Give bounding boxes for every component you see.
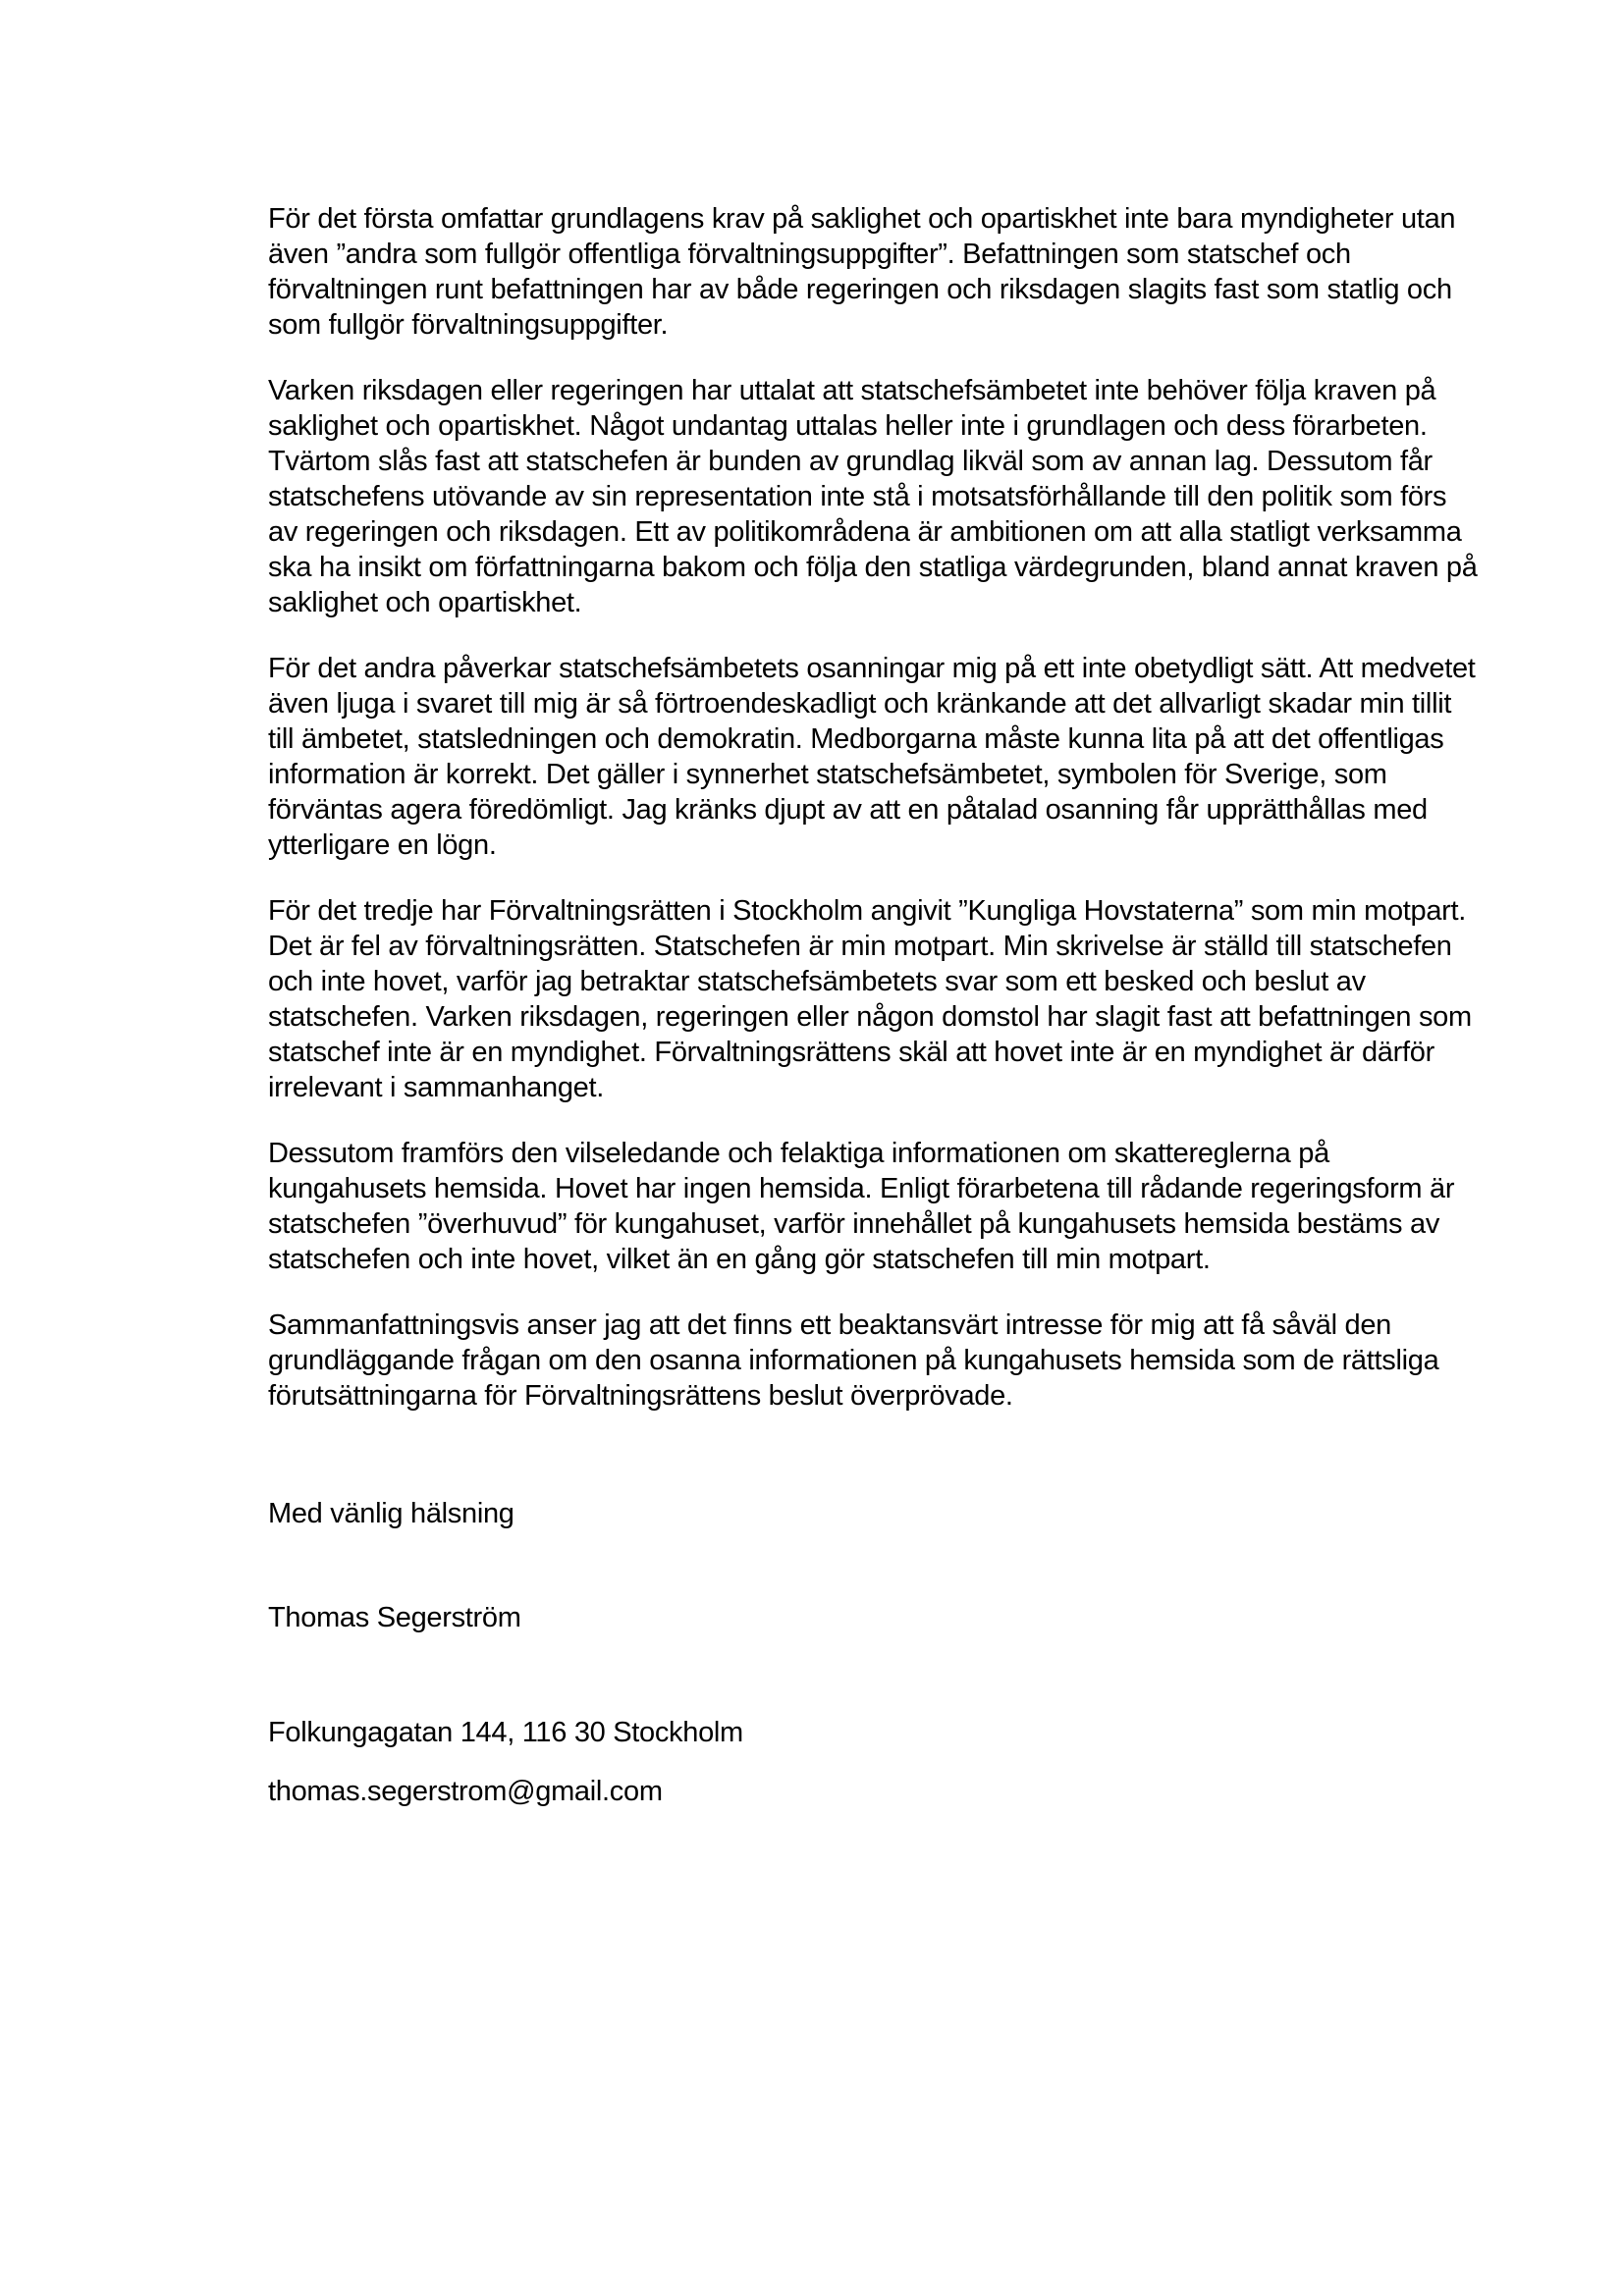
letter-paragraph: För det tredje har Förvaltningsrätten i Stockholm angivit ”Kungliga Hovstaterna” som min motpart. Det är fel av förvaltningsrätten. Statschefen är min motpart. Min skrivelse är ställd till statschefen och inte hovet, varför jag betraktar statschefsämbetets svar som ett besked och beslut av statschefen. Varken riksdagen, regeringen eller någon domstol har slagit fast att befattningen som statschef inte är en myndighet. Förvaltningsrättens skäl att hovet inte är en myndighet är därför irrelevant i sammanhanget. — [268, 895, 1472, 1103]
letter-paragraph: För det första omfattar grundlagens krav på saklighet och opartiskhet inte bara myndigheter utan även ”andra som fullgör offentliga förvaltningsuppgifter”. Befattningen som statschef och förvaltningen runt befattningen har av både regeringen och riksdagen slagits fast som statlig och som fullgör förvaltningsuppgifter. — [268, 203, 1456, 341]
letter-paragraph: För det andra påverkar statschefsämbetets osanningar mig på ett inte obetydligt sätt. Att medvetet även ljuga i svaret till mig är så förtroendeskadligt och kränkande att det allvarligt skadar min tillit till ämbetet, statsledningen och demokratin. Medborgarna måste kunna lita på att det offentligas information är korrekt. Det gäller i synnerhet statschefsämbetet, symbolen för Sverige, som förväntas agera föredömligt. Jag kränks djupt av att en påtalad osanning får upprätthållas med ytterligare en lögn. — [268, 653, 1476, 861]
sender-email: thomas.segerstrom@gmail.com — [268, 1776, 663, 1807]
closing-salutation: Med vänlig hälsning — [268, 1498, 514, 1529]
signature-name: Thomas Segerström — [268, 1602, 521, 1633]
letter-paragraph: Varken riksdagen eller regeringen har uttalat att statschefsämbetet inte behöver följa kraven på saklighet och opartiskhet. Något undantag uttalas heller inte i grundlagen och dess förarbeten. Tvärtom slås fast att statschefen är bunden av grundlag likväl som av annan lag. Dessutom får statschefens utövande av sin representation inte stå i motsatsförhållande till den politik som förs av regeringen och riksdagen. Ett av politikområdena är ambitionen om att alla statligt verksamma ska ha insikt om författningarna bakom och följa den statliga värdegrunden, bland annat kraven på saklighet och opartiskhet. — [268, 375, 1478, 618]
sender-address: Folkungagatan 144, 116 30 Stockholm — [268, 1717, 743, 1748]
letter-paragraph: Sammanfattningsvis anser jag att det finns ett beaktansvärt intresse för mig att få såväl den grundläggande frågan om den osanna informationen på kungahusets hemsida som de rättsliga förutsättningarna för Förvaltningsrättens beslut överprövade. — [268, 1309, 1439, 1412]
letter-paragraph: Dessutom framförs den vilseledande och felaktiga informationen om skattereglerna på kungahusets hemsida. Hovet har ingen hemsida. Enligt förarbetena till rådande regeringsform är statschefen ”överhuvud” för kungahuset, varför innehållet på kungahusets hemsida bestäms av statschefen och inte hovet, vilket än en gång gör statschefen till min motpart. — [268, 1138, 1455, 1275]
